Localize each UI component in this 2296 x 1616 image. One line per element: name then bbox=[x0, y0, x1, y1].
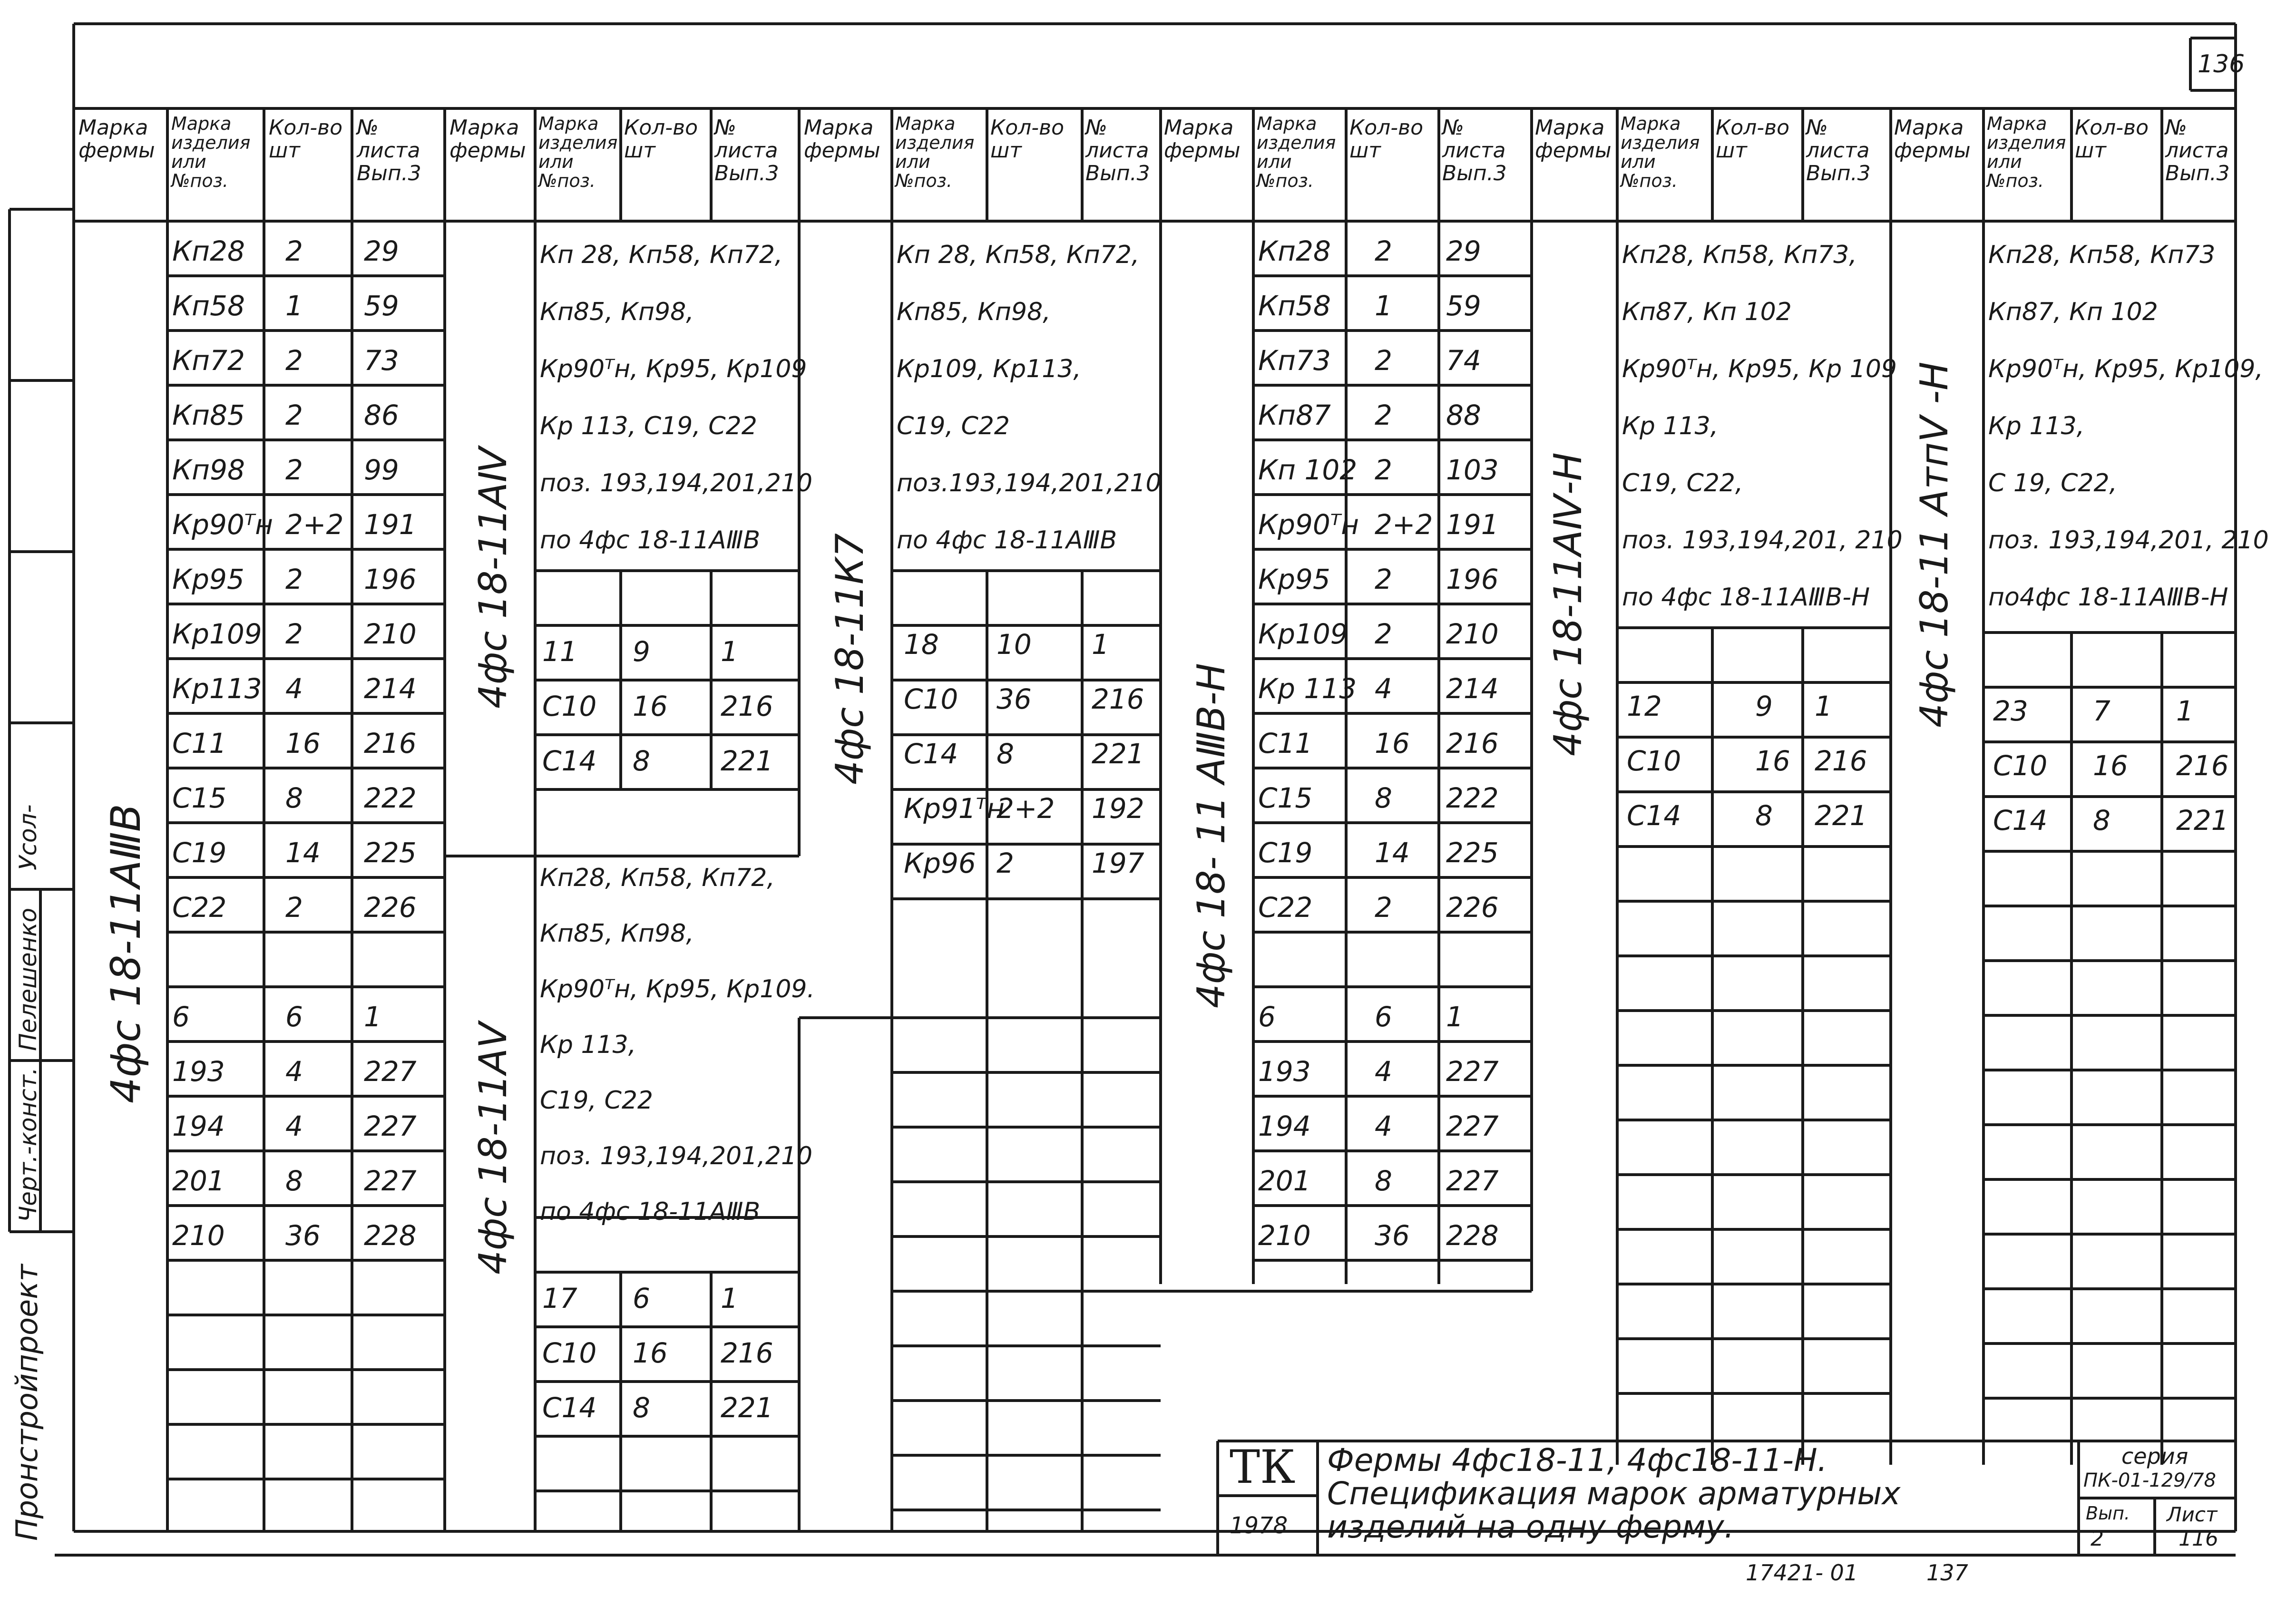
col3-text-line: Кр109, Кр113, bbox=[897, 355, 1081, 383]
col5-rows-cell: 8 bbox=[1755, 799, 1773, 832]
col2a-rows-cell: 9 bbox=[633, 635, 650, 668]
col5-rows-cell: 221 bbox=[1815, 799, 1867, 832]
hdr-mark-item-5: Марка изделия или №поз. bbox=[1621, 113, 1700, 191]
col4-rows-cell: С15 bbox=[1258, 782, 1313, 814]
col5-rows-cell: 1 bbox=[1815, 690, 1832, 722]
col1-rows-cell: 2+2 bbox=[285, 508, 344, 541]
hdr-sheet-6: № листа Вып.3 bbox=[2165, 116, 2230, 185]
col4-rows-cell: С19 bbox=[1258, 837, 1313, 869]
title-org: ТК bbox=[1230, 1441, 1296, 1494]
col4-rows-cell: 1 bbox=[1446, 1001, 1464, 1033]
col4-rows-cell: 16 bbox=[1375, 727, 1410, 759]
col2a-text-line: Кр 113, С19, С22 bbox=[540, 412, 757, 440]
col6-text-line: С 19, С22, bbox=[1988, 469, 2118, 497]
col4-rows-cell: 36 bbox=[1375, 1219, 1410, 1252]
side-stamp-dept: Черт.-конст. bbox=[14, 1067, 42, 1222]
col2b-rows-cell: 221 bbox=[721, 1392, 773, 1424]
col4-rows-cell: 210 bbox=[1258, 1219, 1311, 1252]
list-value: 116 bbox=[2179, 1527, 2218, 1551]
col1-rows-cell: Кр95 bbox=[172, 563, 244, 595]
col3-rows-cell: 221 bbox=[1092, 738, 1144, 770]
col2a-rows-cell: 216 bbox=[721, 690, 773, 722]
col1-rows-cell: 73 bbox=[364, 344, 399, 377]
col6-text-line: Кр90ᵀн, Кр95, Кр109, bbox=[1988, 355, 2264, 383]
hdr-mark-item-2: Марка изделия или №поз. bbox=[538, 113, 618, 191]
col1-rows-cell: 8 bbox=[285, 782, 303, 814]
col3-rows-cell: Кр96 bbox=[904, 847, 976, 879]
col5-rows-cell: 12 bbox=[1627, 690, 1662, 722]
hdr-mark-truss-4: Марка фермы bbox=[1164, 116, 1241, 163]
vyp-label: Вып. bbox=[2086, 1503, 2130, 1524]
col4-rows-cell: 103 bbox=[1446, 454, 1499, 486]
col4-rows-cell: 228 bbox=[1446, 1219, 1499, 1252]
col3-rows-cell: 2 bbox=[997, 847, 1014, 879]
col1-rows-cell: 8 bbox=[285, 1165, 303, 1197]
col5-text-line: Кп87, Кп 102 bbox=[1622, 298, 1792, 326]
hdr-mark-item-3: Марка изделия или №поз. bbox=[895, 113, 975, 191]
col3-rows-cell: 192 bbox=[1092, 792, 1144, 825]
col1-rows-cell: 228 bbox=[364, 1219, 417, 1252]
col4-rows-cell: 193 bbox=[1258, 1055, 1311, 1088]
col2b-rows-cell: 16 bbox=[633, 1337, 668, 1369]
col2b-text-line: Кп85, Кп98, bbox=[540, 919, 694, 948]
col4-rows-cell: 226 bbox=[1446, 891, 1499, 924]
title-line-3: изделий на одну ферму. bbox=[1327, 1509, 1734, 1545]
col2b-rows-cell: 6 bbox=[633, 1282, 650, 1314]
col4-rows-cell: Кп73 bbox=[1258, 344, 1331, 377]
col4-rows-cell: 191 bbox=[1446, 508, 1499, 541]
col2b-text-line: Кр90ᵀн, Кр95, Кр109. bbox=[540, 975, 815, 1003]
col6-rows-cell: 8 bbox=[2093, 804, 2110, 837]
title-year: 1978 bbox=[1230, 1512, 1288, 1539]
col5-rows-cell: 216 bbox=[1815, 745, 1867, 777]
col6-rows-cell: 16 bbox=[2093, 750, 2128, 782]
col1-rows-cell: 59 bbox=[364, 290, 399, 322]
hdr-mark-item-6: Марка изделия или №поз. bbox=[1987, 113, 2066, 191]
col4-rows-cell: 29 bbox=[1446, 235, 1481, 267]
col5-rows-cell: С14 bbox=[1627, 799, 1681, 832]
hdr-sheet-2: № листа Вып.3 bbox=[714, 116, 779, 185]
col4-rows-cell: 74 bbox=[1446, 344, 1481, 377]
col1-rows-cell: 4 bbox=[285, 1055, 303, 1088]
col2a-rows-cell: С10 bbox=[542, 690, 597, 722]
col4-rows-cell: 2 bbox=[1375, 235, 1392, 267]
title-line-1: Фермы 4фс18-11, 4фс18-11-Н. bbox=[1327, 1442, 1827, 1479]
col4-rows-cell: 214 bbox=[1446, 672, 1499, 705]
col1-rows-cell: 193 bbox=[172, 1055, 225, 1088]
col1-rows-cell: 14 bbox=[285, 837, 321, 869]
col1-rows-cell: 214 bbox=[364, 672, 417, 705]
col3-rows-cell: 18 bbox=[904, 628, 939, 661]
col4-rows-cell: 8 bbox=[1375, 782, 1392, 814]
col1-rows-cell: 225 bbox=[364, 837, 417, 869]
truss-label-col3: 4фс 18-11К7 bbox=[828, 533, 872, 785]
hdr-sheet-5: № листа Вып.3 bbox=[1806, 116, 1871, 185]
col3-rows-cell: 197 bbox=[1092, 847, 1144, 879]
col5-rows-cell: 9 bbox=[1755, 690, 1773, 722]
col1-rows-cell: Кр109 bbox=[172, 618, 262, 650]
col4-rows-cell: Кп58 bbox=[1258, 290, 1331, 322]
truss-label-col5: 4фс 18-11АⅣ-Н bbox=[1546, 452, 1590, 756]
hdr-mark-truss-2: Марка фермы bbox=[449, 116, 526, 163]
hdr-mark-item-1: Марка изделия или №поз. bbox=[171, 113, 251, 191]
col1-rows-cell: 86 bbox=[364, 399, 399, 431]
col4-rows-cell: 2+2 bbox=[1375, 508, 1433, 541]
col1-rows-cell: 227 bbox=[364, 1055, 417, 1088]
hdr-mark-truss-1: Марка фермы bbox=[78, 116, 155, 163]
col1-rows-cell: С22 bbox=[172, 891, 227, 924]
col6-rows-cell: С10 bbox=[1993, 750, 2048, 782]
hdr-sheet-1: № листа Вып.3 bbox=[357, 116, 421, 185]
col4-rows-cell: 2 bbox=[1375, 563, 1392, 595]
col2b-text-line: Кп28, Кп58, Кп72, bbox=[540, 864, 775, 892]
col4-rows-cell: 210 bbox=[1446, 618, 1499, 650]
col5-rows-cell: 16 bbox=[1755, 745, 1790, 777]
hdr-mark-truss-3: Марка фермы bbox=[804, 116, 880, 163]
col4-rows-cell: 6 bbox=[1258, 1001, 1276, 1033]
col4-rows-cell: 1 bbox=[1375, 290, 1392, 322]
col1-rows-cell: 4 bbox=[285, 672, 303, 705]
col1-rows-cell: 2 bbox=[285, 235, 303, 267]
col2a-text-line: Кр90ᵀн, Кр95, Кр109 bbox=[540, 355, 807, 383]
col1-rows-cell: Кп28 bbox=[172, 235, 245, 267]
col1-rows-cell: 216 bbox=[364, 727, 417, 759]
col2b-text-line: по 4фс 18-11АⅢВ bbox=[540, 1197, 761, 1226]
col2b-rows-cell: С10 bbox=[542, 1337, 597, 1369]
col6-text-line: поз. 193,194,201, 210 bbox=[1988, 526, 2269, 555]
col4-rows-cell: 194 bbox=[1258, 1110, 1311, 1142]
col3-rows-cell: 216 bbox=[1092, 683, 1144, 715]
col1-rows-cell: 226 bbox=[364, 891, 417, 924]
col2a-rows-cell: С14 bbox=[542, 745, 597, 777]
col2a-rows-cell: 16 bbox=[633, 690, 668, 722]
side-stamp-name: Пелешенко bbox=[14, 907, 42, 1051]
col4-rows-cell: С22 bbox=[1258, 891, 1313, 924]
col2a-text-line: Кп85, Кп98, bbox=[540, 298, 694, 326]
col3-rows-cell: С14 bbox=[904, 738, 958, 770]
hdr-mark-truss-6: Марка фермы bbox=[1894, 116, 1971, 163]
col2a-rows-cell: 8 bbox=[633, 745, 650, 777]
col1-rows-cell: 4 bbox=[285, 1110, 303, 1142]
col2a-text-line: поз. 193,194,201,210 bbox=[540, 469, 813, 497]
col1-rows-cell: Кп98 bbox=[172, 454, 245, 486]
col1-rows-cell: 201 bbox=[172, 1165, 225, 1197]
col4-rows-cell: Кр109 bbox=[1258, 618, 1348, 650]
col1-rows-cell: 227 bbox=[364, 1110, 417, 1142]
col1-rows-cell: 16 bbox=[285, 727, 321, 759]
col4-rows-cell: 4 bbox=[1375, 1110, 1392, 1142]
col2a-rows-cell: 1 bbox=[721, 635, 738, 668]
col6-rows-cell: 216 bbox=[2176, 750, 2229, 782]
side-stamp-sign: Усол- bbox=[14, 804, 42, 870]
col6-rows-cell: С14 bbox=[1993, 804, 2048, 837]
col3-rows-cell: 1 bbox=[1092, 628, 1109, 661]
col3-rows-cell: 8 bbox=[997, 738, 1014, 770]
hdr-qty-2: Кол-во шт bbox=[624, 116, 698, 163]
col4-rows-cell: С11 bbox=[1258, 727, 1313, 759]
col1-rows-cell: С11 bbox=[172, 727, 227, 759]
side-stamp-org: Пронстройпроект bbox=[10, 1264, 44, 1541]
col1-rows-cell: 36 bbox=[285, 1219, 321, 1252]
hdr-qty-1: Кол-во шт bbox=[269, 116, 343, 163]
col2a-text-line: Кп 28, Кп58, Кп72, bbox=[540, 241, 783, 269]
list-label: Лист bbox=[2167, 1503, 2218, 1526]
bottom-number-left: 17421- 01 bbox=[1746, 1560, 1858, 1586]
col1-rows-cell: 2 bbox=[285, 344, 303, 377]
col4-rows-cell: 6 bbox=[1375, 1001, 1392, 1033]
hdr-mark-truss-5: Марка фермы bbox=[1535, 116, 1612, 163]
page-number: 136 bbox=[2198, 50, 2245, 78]
col4-rows-cell: 4 bbox=[1375, 672, 1392, 705]
col4-rows-cell: 2 bbox=[1375, 344, 1392, 377]
col5-rows-cell: С10 bbox=[1627, 745, 1681, 777]
col2b-text-line: Кр 113, bbox=[540, 1031, 636, 1059]
truss-label-col2b: 4фс 18-11АⅤ bbox=[471, 1022, 515, 1275]
col1-rows-cell: 210 bbox=[172, 1219, 225, 1252]
col3-rows-cell: 10 bbox=[997, 628, 1032, 661]
col4-rows-cell: 2 bbox=[1375, 399, 1392, 431]
col1-rows-cell: С19 bbox=[172, 837, 227, 869]
col4-rows-cell: Кп28 bbox=[1258, 235, 1331, 267]
col4-rows-cell: 8 bbox=[1375, 1165, 1392, 1197]
col1-rows-cell: 1 bbox=[285, 290, 303, 322]
col4-rows-cell: Кр 113 bbox=[1258, 672, 1357, 705]
col4-rows-cell: 225 bbox=[1446, 837, 1499, 869]
col3-rows-cell: С10 bbox=[904, 683, 958, 715]
hdr-mark-item-4: Марка изделия или №поз. bbox=[1257, 113, 1336, 191]
col5-text-line: Кр 113, bbox=[1622, 412, 1719, 440]
col5-text-line: Кр90ᵀн, Кр95, Кр 109 bbox=[1622, 355, 1897, 383]
col1-rows-cell: 222 bbox=[364, 782, 417, 814]
col4-rows-cell: 14 bbox=[1375, 837, 1410, 869]
col1-rows-cell: Кп85 bbox=[172, 399, 245, 431]
hdr-qty-5: Кол-во шт bbox=[1716, 116, 1790, 163]
truss-label-col6: 4фс 18-11 АтпⅤ -Н bbox=[1912, 361, 1956, 728]
truss-label-col1: 4фс 18-11АⅢВ bbox=[102, 804, 150, 1103]
col2b-rows-cell: 1 bbox=[721, 1282, 738, 1314]
series-value: ПК-01-129/78 bbox=[2083, 1470, 2216, 1491]
col1-rows-cell: Кп72 bbox=[172, 344, 245, 377]
col1-rows-cell: 2 bbox=[285, 399, 303, 431]
col4-rows-cell: 201 bbox=[1258, 1165, 1311, 1197]
col5-text-line: поз. 193,194,201, 210 bbox=[1622, 526, 1903, 555]
col5-text-line: С19, С22, bbox=[1622, 469, 1743, 497]
col4-rows-cell: Кп87 bbox=[1258, 399, 1331, 431]
col2b-rows-cell: 17 bbox=[542, 1282, 577, 1314]
col2b-text-line: С19, С22 bbox=[540, 1086, 654, 1115]
bottom-number-right: 137 bbox=[1926, 1560, 1968, 1586]
col3-text-line: Кп85, Кп98, bbox=[897, 298, 1051, 326]
col6-text-line: Кп28, Кп58, Кп73 bbox=[1988, 241, 2216, 269]
col3-rows-cell: 36 bbox=[997, 683, 1032, 715]
col3-text-line: Кп 28, Кп58, Кп72, bbox=[897, 241, 1140, 269]
col1-rows-cell: 2 bbox=[285, 618, 303, 650]
col2b-rows-cell: 216 bbox=[721, 1337, 773, 1369]
col2b-rows-cell: 8 bbox=[633, 1392, 650, 1424]
col4-rows-cell: 88 bbox=[1446, 399, 1481, 431]
col4-rows-cell: 2 bbox=[1375, 891, 1392, 924]
col4-rows-cell: Кр90ᵀн bbox=[1258, 508, 1359, 541]
hdr-qty-3: Кол-во шт bbox=[990, 116, 1065, 163]
col1-rows-cell: 227 bbox=[364, 1165, 417, 1197]
col3-text-line: поз.193,194,201,210 bbox=[897, 469, 1162, 497]
col1-rows-cell: 191 bbox=[364, 508, 417, 541]
title-line-2: Спецификация марок арматурных bbox=[1327, 1475, 1901, 1512]
col4-rows-cell: 227 bbox=[1446, 1165, 1499, 1197]
col3-text-line: по 4фс 18-11АⅢВ bbox=[897, 526, 1117, 555]
truss-label-col4: 4фс 18- 11 АⅢВ-Н bbox=[1189, 663, 1233, 1008]
col2b-rows-cell: С14 bbox=[542, 1392, 597, 1424]
col4-rows-cell: 4 bbox=[1375, 1055, 1392, 1088]
col4-rows-cell: Кр95 bbox=[1258, 563, 1330, 595]
col6-text-line: по4фс 18-11АⅢВ-Н bbox=[1988, 583, 2228, 612]
col1-rows-cell: 6 bbox=[172, 1001, 190, 1033]
col1-rows-cell: С15 bbox=[172, 782, 227, 814]
col4-rows-cell: 227 bbox=[1446, 1110, 1499, 1142]
col1-rows-cell: 196 bbox=[364, 563, 417, 595]
col2a-text-line: по 4фс 18-11АⅢВ bbox=[540, 526, 761, 555]
col1-rows-cell: 1 bbox=[364, 1001, 381, 1033]
col4-rows-cell: 2 bbox=[1375, 618, 1392, 650]
col6-rows-cell: 7 bbox=[2093, 695, 2110, 727]
col5-text-line: Кп28, Кп58, Кп73, bbox=[1622, 241, 1857, 269]
col5-text-line: по 4фс 18-11АⅢВ-Н bbox=[1622, 583, 1870, 612]
col3-rows-cell: Кр91ᵀн bbox=[904, 792, 1005, 825]
col1-rows-cell: Кр90ᵀн bbox=[172, 508, 274, 541]
series-label: серия bbox=[2121, 1443, 2189, 1469]
col3-rows-cell: 2+2 bbox=[997, 792, 1055, 825]
hdr-sheet-3: № листа Вып.3 bbox=[1085, 116, 1150, 185]
col6-text-line: Кп87, Кп 102 bbox=[1988, 298, 2158, 326]
col1-rows-cell: 2 bbox=[285, 891, 303, 924]
col1-rows-cell: 6 bbox=[285, 1001, 303, 1033]
col6-rows-cell: 221 bbox=[2176, 804, 2229, 837]
col4-rows-cell: 216 bbox=[1446, 727, 1499, 759]
col4-rows-cell: 59 bbox=[1446, 290, 1481, 322]
hdr-qty-6: Кол-во шт bbox=[2075, 116, 2149, 163]
col4-rows-cell: Кп 102 bbox=[1258, 454, 1358, 486]
col2b-text-line: поз. 193,194,201,210 bbox=[540, 1142, 813, 1170]
col6-rows-cell: 1 bbox=[2176, 695, 2194, 727]
col4-rows-cell: 227 bbox=[1446, 1055, 1499, 1088]
col2a-rows-cell: 221 bbox=[721, 745, 773, 777]
col1-rows-cell: 29 bbox=[364, 235, 399, 267]
col1-rows-cell: 99 bbox=[364, 454, 399, 486]
col1-rows-cell: 210 bbox=[364, 618, 417, 650]
col4-rows-cell: 222 bbox=[1446, 782, 1499, 814]
col6-rows-cell: 23 bbox=[1993, 695, 2028, 727]
col3-text-line: С19, С22 bbox=[897, 412, 1010, 440]
hdr-qty-4: Кол-во шт bbox=[1349, 116, 1424, 163]
col1-rows-cell: Кп58 bbox=[172, 290, 245, 322]
vyp-value: 2 bbox=[2091, 1527, 2104, 1551]
truss-label-col2a: 4фс 18-11АⅣ bbox=[471, 447, 515, 709]
col4-rows-cell: 2 bbox=[1375, 454, 1392, 486]
col1-rows-cell: 2 bbox=[285, 454, 303, 486]
col1-rows-cell: Кр113 bbox=[172, 672, 262, 705]
col1-rows-cell: 194 bbox=[172, 1110, 225, 1142]
col4-rows-cell: 196 bbox=[1446, 563, 1499, 595]
hdr-sheet-4: № листа Вып.3 bbox=[1442, 116, 1507, 185]
col1-rows-cell: 2 bbox=[285, 563, 303, 595]
col2a-rows-cell: 11 bbox=[542, 635, 577, 668]
col6-text-line: Кр 113, bbox=[1988, 412, 2085, 440]
